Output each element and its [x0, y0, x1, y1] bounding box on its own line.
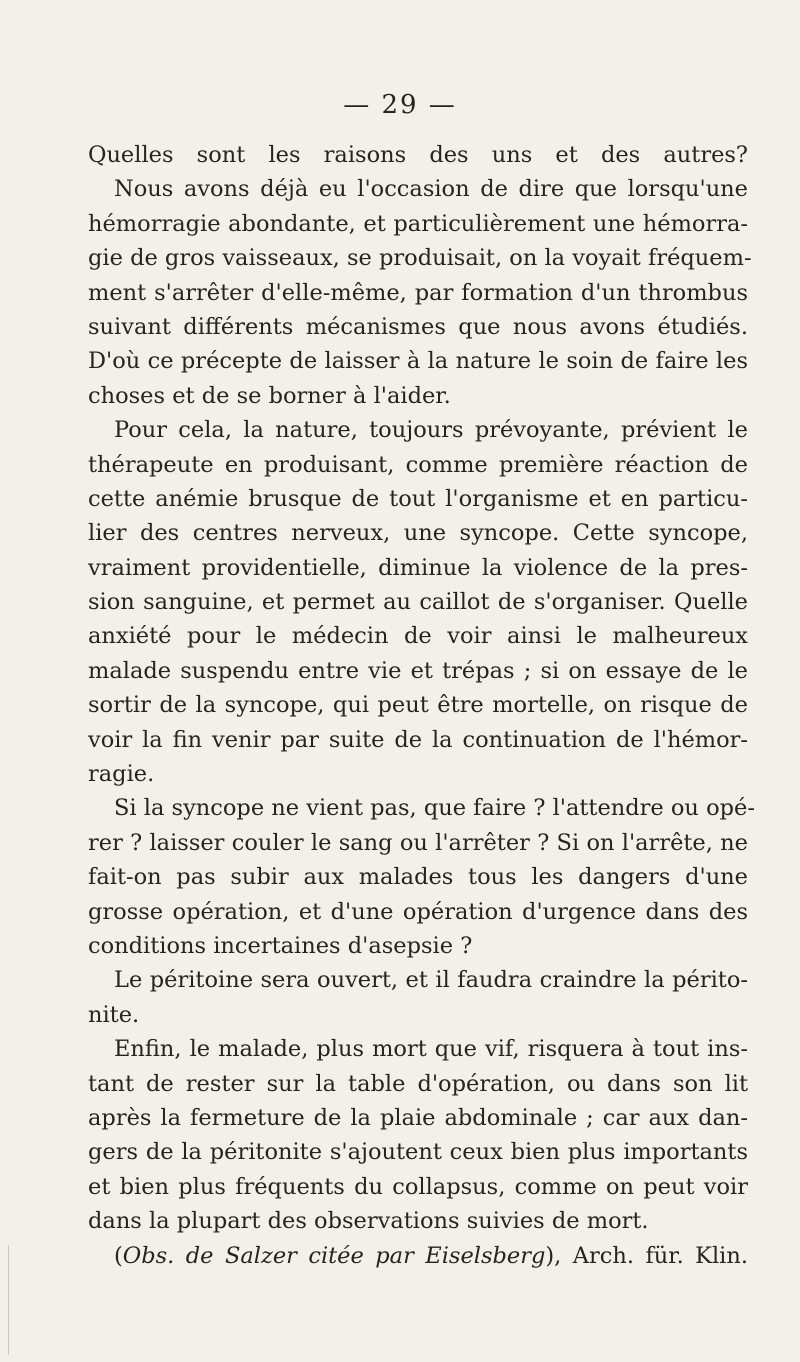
reference-line	[88, 1239, 748, 1273]
text-line: ragie.	[88, 761, 155, 788]
page-number: — 29 —	[343, 90, 457, 120]
text-line: D'où ce précepte de laisser à la nature le soin de faire les	[88, 348, 748, 375]
text-line: malade suspendu entre vie et trépas ; si on essaye de le	[88, 657, 748, 684]
text-line: Enfin, le malade, plus mort que vif, risquera à tout ins-	[114, 1036, 748, 1063]
text-line: dans la plupart des observations suivies de mort.	[88, 1208, 649, 1235]
page-edge-mark	[8, 1245, 9, 1355]
text-line: cette anémie brusque de tout l'organisme et en particu-	[88, 485, 748, 512]
text-line: nite.	[88, 1001, 140, 1028]
text-line: Nous avons déjà eu l'occasion de dire que lorsqu'une	[114, 176, 748, 203]
text-line: gie de gros vaisseaux, se produisait, on la voyait fréquem-	[88, 245, 752, 272]
text-line: Si la syncope ne vient pas, que faire ? l'attendre ou opé-	[114, 795, 755, 822]
text-line: Quelles sont les raisons des uns et des autres?	[88, 142, 748, 168]
text-line: voir la fin venir par suite de la continuation de l'hémor-	[88, 726, 748, 753]
text-line: sortir de la syncope, qui peut être mortelle, on risque de	[88, 692, 748, 719]
text-line: rer ? laisser couler le sang ou l'arrêter ? Si on l'arrête, ne	[88, 829, 748, 856]
reference-source: ), Arch. für. Klin.	[545, 1242, 749, 1269]
reference-open: (	[114, 1242, 123, 1269]
body-text	[88, 138, 755, 1273]
text-line: grosse opération, et d'une opération d'urgence dans des	[88, 898, 748, 925]
reference-citation: Obs. de Salzer citée par Eiselsberg	[122, 1242, 546, 1269]
text-line: Pour cela, la nature, toujours prévoyante, prévient le	[114, 417, 748, 444]
text-line: gers de la péritonite s'ajoutent ceux bien plus importants	[88, 1139, 748, 1166]
text-line: vraiment providentielle, diminue la violence de la pres-	[88, 554, 748, 581]
text-line: choses et de se borner à l'aider.	[88, 382, 451, 409]
text-line: conditions incertaines d'asepsie ?	[88, 932, 473, 959]
text-line: ment s'arrêter d'elle-même, par formation d'un thrombus	[88, 279, 748, 306]
text-line: anxiété pour le médecin de voir ainsi le malheureux	[88, 623, 748, 650]
text-line: tant de rester sur la table d'opération, ou dans son lit	[88, 1070, 748, 1097]
text-line: et bien plus fréquents du collapsus, comme on peut voir	[88, 1173, 748, 1200]
text-line: thérapeute en produisant, comme première réaction de	[88, 451, 748, 478]
text-line: Le péritoine sera ouvert, et il faudra craindre la périto-	[114, 967, 748, 994]
text-line: hémorragie abondante, et particulièrement une hémorra-	[88, 210, 748, 237]
text-line: lier des centres nerveux, une syncope. Cette syncope,	[88, 520, 748, 547]
text-line: fait-on pas subir aux malades tous les dangers d'une	[88, 864, 748, 891]
text-line: sion sanguine, et permet au caillot de s'organiser. Quelle	[88, 589, 748, 616]
text-line: suivant différents mécanismes que nous avons étudiés.	[88, 313, 748, 340]
text-line: après la fermeture de la plaie abdominale ; car aux dan-	[88, 1104, 748, 1131]
